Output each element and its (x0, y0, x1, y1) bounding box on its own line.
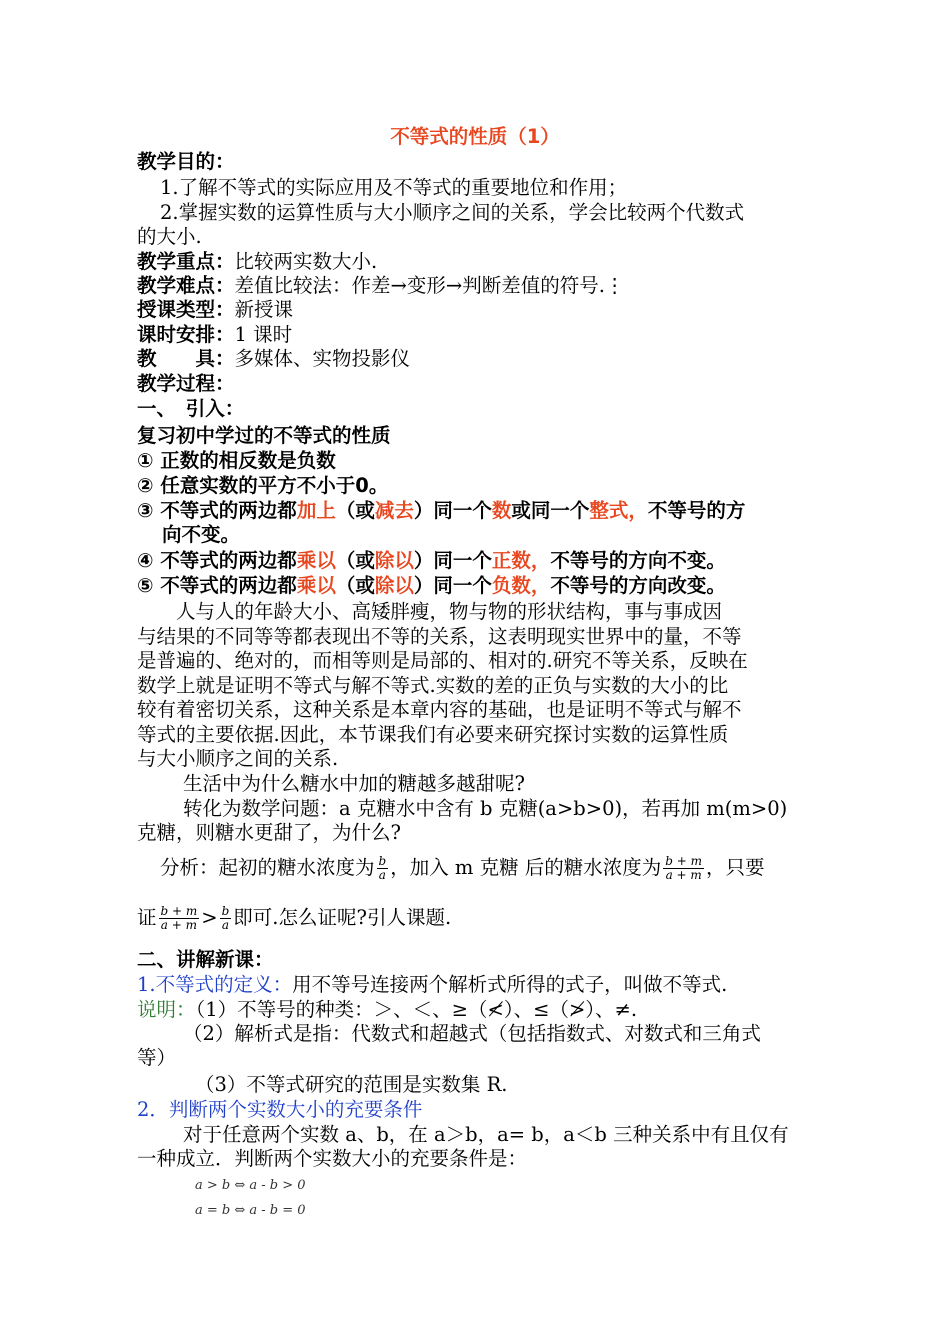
denominator: a + m (160, 918, 197, 932)
note-line-1 (137, 998, 637, 1022)
p5-text: ）同一个 (413, 574, 492, 597)
denominator: a (221, 918, 230, 932)
type-line (137, 298, 293, 322)
fraction-b-over-a (220, 905, 232, 932)
p3-highlight: 减去 (374, 499, 414, 522)
p3-highlight: 数 (491, 499, 512, 522)
property-1: ① 正数的相反数是负数 (137, 449, 336, 472)
property-2: ② 任意实数的平方不小于0。 (137, 474, 389, 497)
p5-highlight: 除以 (374, 574, 414, 597)
analysis-text: ，只要 (706, 856, 765, 879)
p5-highlight: 负数， (491, 574, 551, 597)
fraction-bm-over-am (159, 905, 200, 932)
hours-value: 1 课时 (234, 323, 293, 346)
p3-text: ③ 不等式的两边都 (137, 499, 297, 522)
denominator: a + m (665, 868, 702, 882)
intro-heading: 一、 引入： (137, 397, 245, 420)
paragraph-line: 是普遍的、绝对的，而相等则是局部的、相对的.研究不等关系，反映在 (137, 649, 748, 672)
paragraph-line: 数学上就是证明不等式与解不等式.实数的差的正负与实数的大小的比 (137, 674, 729, 697)
definition-label: 1.不等式的定义： (137, 973, 293, 996)
paragraph-line: 较有着密切关系，这种关系是本章内容的基础，也是证明不等式与解不 (137, 698, 742, 721)
p4-text: 不等号的方向不变。 (550, 549, 726, 572)
hours-label: 课时安排： (137, 323, 235, 346)
analysis-text: ，加入 m 克糖 后的糖水浓度为 (390, 856, 662, 879)
p5-text: ⑤ 不等式的两边都 (137, 574, 297, 597)
question-1: 生活中为什么糖水中加的糖越多越甜呢? (183, 772, 525, 795)
note-line-2-cont: 等） (137, 1046, 177, 1069)
question-2-cont: 克糖，则糖水更甜了，为什么? (137, 821, 401, 844)
analysis-line (160, 855, 765, 882)
p3-highlight: 整式， (589, 499, 648, 522)
objective-2: 2.掌握实数的运算性质与大小顺序之间的关系，学会比较两个代数式 (160, 201, 745, 224)
greater-than-sign: > (201, 906, 218, 929)
equation-1: a > b ⇔ a - b > 0 (195, 1178, 306, 1193)
p5-highlight: 乘以 (296, 574, 336, 597)
property-5 (137, 574, 726, 598)
paragraph-line: 与大小顺序之间的关系. (137, 747, 339, 770)
numerator: b (221, 904, 230, 918)
fraction-bm-over-am (663, 855, 704, 882)
definition-line (137, 973, 727, 997)
prove-text: 证 (137, 906, 157, 929)
p4-highlight: 除以 (374, 549, 414, 572)
p3-text: 或同一个 (511, 499, 590, 522)
p3-text: 不等号的方 (647, 499, 746, 522)
objectives-heading: 教学目的： (137, 150, 235, 173)
note-line-3: （3）不等式研究的范围是实数集 R. (195, 1073, 508, 1096)
focus-line (137, 250, 377, 274)
p5-text: （或 (335, 574, 375, 597)
prove-text: 即可.怎么证呢?引人课题. (233, 906, 452, 929)
numerator: b + m (665, 854, 703, 868)
note-text: （1）不等号的种类：＞、＜、≥（≮）、≤（≯）、≠. (195, 998, 638, 1021)
note-line-2: （2）解析式是指：代数式和超越式（包括指数式、对数式和三角式 (183, 1022, 761, 1045)
equation-2: a = b ⇔ a - b = 0 (195, 1203, 306, 1218)
paragraph-line: 与结果的不同等等都表现出不等的关系，这表明现实世界中的量，不等 (137, 625, 742, 648)
paragraph-line: 等式的主要依据.因此，本节课我们有必要来研究探讨实数的运算性质 (137, 723, 729, 746)
objective-1: 1.了解不等式的实际应用及不等式的重要地位和作用； (160, 176, 628, 199)
tools-label: 教 具： (137, 347, 235, 370)
review-heading: 复习初中学过的不等式的性质 (137, 424, 391, 447)
lesson-heading: 二、讲解新课： (137, 948, 274, 971)
p4-text: ④ 不等式的两边都 (137, 549, 297, 572)
definition-text: 用不等号连接两个解析式所得的式子，叫做不等式. (292, 973, 728, 996)
property-3 (137, 499, 745, 523)
p4-text: （或 (335, 549, 375, 572)
section-2-text-cont: 一种成立．判断两个实数大小的充要条件是： (137, 1147, 528, 1170)
paragraph-line: 人与人的年龄大小、高矮胖瘦，物与物的形状结构，事与事成因 (137, 600, 723, 623)
note-label: 说明： (137, 998, 196, 1021)
analysis-text: 分析：起初的糖水浓度为 (160, 856, 375, 879)
property-4 (137, 549, 726, 573)
focus-label: 教学重点： (137, 250, 235, 273)
p3-text: ）同一个 (413, 499, 492, 522)
p4-text: ）同一个 (413, 549, 492, 572)
type-label: 授课类型： (137, 298, 235, 321)
difficulty-value: 差值比较法：作差→变形→判断差值的符号.⋮ (234, 274, 625, 297)
p5-text: 不等号的方向改变。 (550, 574, 726, 597)
type-value: 新授课 (234, 298, 294, 321)
hours-line (137, 323, 292, 347)
objective-2-cont: 的大小. (137, 225, 202, 248)
fraction-b-over-a (377, 855, 389, 882)
p3-text: （或 (335, 499, 375, 522)
numerator: b + m (160, 904, 198, 918)
p3-highlight: 加上 (296, 499, 336, 522)
section-2-text: 对于任意两个实数 a、b，在 a＞b，a= b，a＜b 三种关系中有且仅有 (183, 1123, 789, 1146)
prove-line (137, 905, 451, 932)
difficulty-label: 教学难点： (137, 274, 235, 297)
focus-value: 比较两实数大小. (234, 250, 378, 273)
p4-highlight: 乘以 (296, 549, 336, 572)
tools-value: 多媒体、实物投影仪 (234, 347, 411, 370)
p4-highlight: 正数， (491, 549, 551, 572)
numerator: b (378, 854, 387, 868)
page-title: 不等式的性质（1） (390, 125, 560, 148)
denominator: a (378, 868, 386, 882)
section-2-heading: 2．判断两个实数大小的充要条件 (137, 1098, 423, 1121)
difficulty-line (137, 274, 624, 298)
tools-line (137, 347, 410, 371)
property-3-cont: 向不变。 (162, 523, 241, 546)
process-label: 教学过程： (137, 372, 235, 395)
question-2: 转化为数学问题：a 克糖水中含有 b 克糖(a>b>0)，若再加 m(m>0) (183, 797, 788, 820)
